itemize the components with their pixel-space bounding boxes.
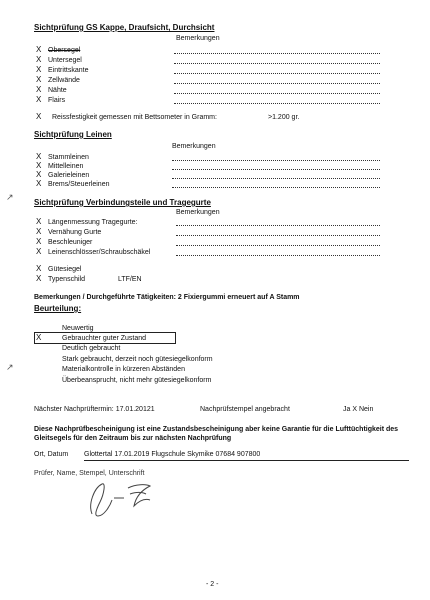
item-label: Nähte — [48, 87, 67, 94]
assessment-option: Stark gebraucht, derzeit noch gütesiegelkonform — [62, 356, 213, 363]
assessment-option: Deutlich gebraucht — [62, 345, 121, 352]
page-number: - 2 - — [206, 581, 219, 588]
next-check-date: Nächster Nachprüftermin: 17.01.20121 — [34, 406, 155, 413]
check-mark: X — [36, 333, 42, 342]
tear-strength-label: Reissfestigkeit gemessen mit Bettsometer in Gramm: — [52, 114, 217, 121]
item-label: Leinenschlösser/Schraubschäkel — [48, 249, 151, 256]
item-label: Längenmessung Tragegurte: — [48, 219, 138, 226]
remarks-line — [174, 53, 380, 54]
place-date-underline — [84, 460, 409, 461]
type-plate-value: LTF/EN — [118, 276, 142, 283]
remarks-label: Bemerkungen — [172, 143, 216, 150]
check-mark: X — [36, 247, 42, 256]
item-label: Beschleuniger — [48, 239, 93, 246]
check-mark: X — [36, 95, 42, 104]
margin-mark: ↗ — [6, 362, 14, 372]
check-mark: X — [36, 227, 42, 236]
place-date-value: Glottertal 17.01.2019 Flugschule Skymike 07684 907800 — [84, 451, 261, 458]
disclaimer: Diese Nachprüfbescheinigung ist eine Zustandsbescheinigung aber keine Garantie für die Lufttüchtigkeit des Gleitsegels für den Zeitraum bis zur nächsten Nachprüfung — [34, 426, 399, 442]
remarks-label: Bemerkungen — [176, 209, 220, 216]
item-label: Eintrittskante — [48, 67, 89, 74]
tear-strength-value: >1.200 gr. — [268, 114, 300, 121]
section-heading-lines: Sichtprüfung Leinen — [34, 130, 112, 139]
item-label: Obersegel — [48, 47, 81, 54]
remarks-line — [174, 73, 380, 74]
check-mark: X — [36, 274, 42, 283]
item-label: Typenschild — [48, 276, 85, 283]
check-mark: X — [36, 55, 42, 64]
item-label: Galerieleinen — [48, 172, 90, 179]
assessment-option: Materialkontrolle in kürzeren Abständen — [62, 366, 185, 373]
margin-mark: ↗ — [6, 192, 14, 202]
item-label: Untersegel — [48, 57, 82, 64]
assessment-option: Gebrauchter guter Zustand — [62, 335, 147, 342]
remarks-label: Bemerkungen — [176, 35, 220, 42]
assessment-option: Neuwertig — [62, 325, 94, 332]
remarks-line — [172, 178, 380, 179]
check-mark: X — [36, 217, 42, 226]
check-mark: X — [36, 45, 42, 54]
remarks-line — [174, 63, 380, 64]
item-label: Zellwände — [48, 77, 80, 84]
item-label: Stammleinen — [48, 154, 89, 161]
place-date-label: Ort, Datum — [34, 451, 69, 458]
assessment-option: Überbeansprucht, nicht mehr gütesiegelkonform — [62, 377, 212, 384]
check-mark: X — [36, 161, 42, 170]
signature-label: Prüfer, Name, Stempel, Unterschrift — [34, 470, 145, 477]
item-label: Flairs — [48, 97, 66, 104]
remarks-line — [172, 169, 380, 170]
remarks-line — [172, 160, 380, 161]
check-mark: X — [36, 237, 42, 246]
check-mark: X — [36, 85, 42, 94]
remarks-done: Bemerkungen / Durchgeführte Tätigkeiten: 2 Fixiergummi erneuert auf A Stamm — [34, 294, 300, 301]
check-mark: X — [36, 264, 42, 273]
check-mark: X — [36, 152, 42, 161]
remarks-line — [176, 235, 380, 236]
check-mark: X — [36, 75, 42, 84]
check-mark: X — [36, 170, 42, 179]
item-label: Brems/Steuerleinen — [48, 181, 110, 188]
remarks-line — [174, 83, 380, 84]
item-label: Mittelleinen — [48, 163, 84, 170]
stamp-label: Nachprüfstempel angebracht — [200, 406, 290, 413]
item-label: Vernähung Gurte — [48, 229, 102, 236]
check-mark: X — [36, 65, 42, 74]
stamp-value: Ja X Nein — [343, 406, 374, 413]
remarks-line — [176, 225, 380, 226]
remarks-line — [176, 245, 380, 246]
check-mark: X — [36, 179, 42, 188]
remarks-line — [174, 93, 380, 94]
item-label: Gütesiegel — [48, 266, 82, 273]
remarks-line — [176, 255, 380, 256]
section-heading-canopy: Sichtprüfung GS Kappe, Draufsicht, Durchsicht — [34, 23, 215, 32]
section-heading-risers: Sichtprüfung Verbindungsteile und Tragegurte — [34, 198, 211, 207]
assessment-heading: Beurteilung: — [34, 304, 82, 313]
remarks-line — [172, 187, 380, 188]
check-mark: X — [36, 112, 42, 121]
remarks-line — [174, 103, 380, 104]
handwritten-signature — [80, 476, 170, 520]
